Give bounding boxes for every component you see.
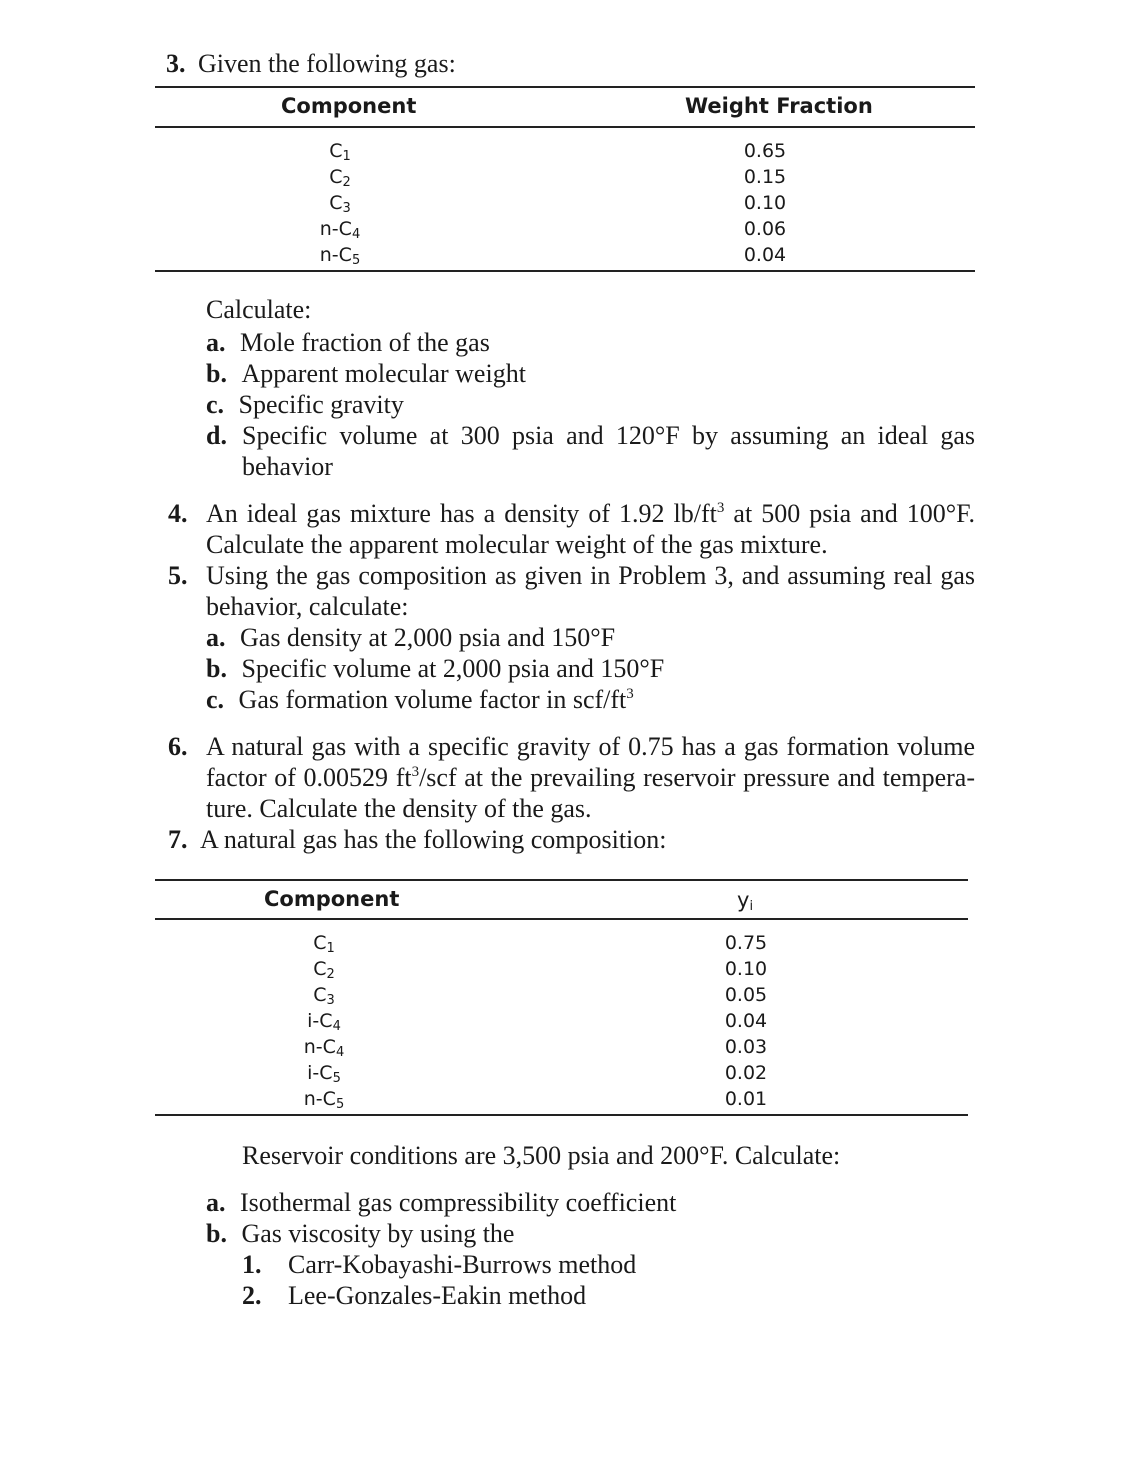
table-row: $n-C_5$ [319, 244, 361, 268]
list-item: c. Specific gravity [206, 390, 404, 419]
table-top-rule [155, 86, 975, 88]
problem-3-heading [166, 48, 456, 79]
yi-column [706, 930, 786, 1112]
column-header-component: Component [281, 94, 417, 118]
table-bottom-rule [155, 270, 975, 272]
table-row: $C_3$ [313, 984, 335, 1008]
problem-number: 4. [168, 499, 188, 528]
problem-number: 6. [168, 732, 188, 761]
table-bottom-rule [155, 1114, 968, 1116]
table-cell-value: 0.04 [743, 244, 787, 266]
table-header-rule [155, 126, 975, 128]
table-cell-value: 0.02 [724, 1062, 768, 1084]
problem-number: 7. [168, 825, 188, 854]
list-item: a. Gas density at 2,000 psia and 150°F [206, 623, 616, 652]
calculate-label: Calculate: [206, 295, 312, 324]
table-cell-value: 0.01 [724, 1088, 768, 1110]
table-row: $n-C_4$ [319, 218, 361, 242]
table-row: $i-C_4$ [307, 1010, 341, 1034]
table-row: $n-C_5$ [303, 1088, 345, 1112]
list-item: a. Mole fraction of the gas [206, 328, 490, 357]
table-cell-value: 0.06 [743, 218, 787, 240]
list-item-text: behavior [242, 452, 333, 481]
table-cell-value: 0.15 [743, 166, 787, 188]
problem-5-line: behavior, calculate: [206, 592, 409, 621]
problem-number: 3. [166, 49, 186, 78]
table-row: $C_2$ [329, 166, 351, 190]
list-item: a. Isothermal gas compressibility coefficient [206, 1188, 677, 1217]
problem-intro: Given the following gas: [198, 49, 456, 78]
problem-5-line: Using the gas composition as given in Problem 3, and assuming real gas [206, 561, 975, 590]
component-column [284, 930, 364, 1112]
list-item: c. Gas formation volume factor in scf/$ft^3$ [206, 685, 634, 714]
problem-intro: A natural gas has the following composition: [200, 825, 667, 854]
problem-6-line: factor of 0.00529 $ft^3$/scf at the prevailing reservoir pressure and tempera- [206, 763, 975, 792]
table-row: $C_1$ [329, 140, 351, 164]
table-cell-value: 0.10 [743, 192, 787, 214]
list-item-label: d. [206, 421, 227, 450]
column-header-component: Component [264, 887, 400, 911]
table-row: $n-C_4$ [303, 1036, 345, 1060]
table-row: $i-C_5$ [307, 1062, 341, 1086]
table-top-rule [155, 879, 968, 881]
problem-6-line: ture. Calculate the density of the gas. [206, 794, 592, 823]
problem-4-line: An ideal gas mixture has a density of 1.92 $lb/ft^3$ at 500 psia and 100°F. [206, 499, 975, 528]
sub-list-item: 1. Carr-Kobayashi-Burrows method [242, 1250, 637, 1279]
table-row: $C_2$ [313, 958, 335, 982]
list-item: b. Gas viscosity by using the [206, 1219, 515, 1248]
sub-list-item: 2. Lee-Gonzales-Eakin method [242, 1281, 587, 1310]
table-cell-value: 0.10 [724, 958, 768, 980]
column-header-yi: $y_i$ [737, 888, 754, 914]
table-cell-value: 0.65 [743, 140, 787, 162]
problem-6-line: A natural gas with a specific gravity of 0.75 has a gas formation volume [206, 732, 975, 761]
list-item: b. Specific volume at 2,000 psia and 150°F [206, 654, 665, 683]
reservoir-conditions: Reservoir conditions are 3,500 psia and 200°F. Calculate: [242, 1141, 841, 1170]
table-row: $C_1$ [313, 932, 335, 956]
component-column [300, 138, 380, 268]
problem-4-line: Calculate the apparent molecular weight of the gas mixture. [206, 530, 828, 559]
table-row: $C_3$ [329, 192, 351, 216]
table-cell-value: 0.03 [724, 1036, 768, 1058]
list-item: b. Apparent molecular weight [206, 359, 526, 388]
problem-7-heading [168, 824, 667, 855]
table-header-rule [155, 918, 968, 920]
column-header-weight-fraction: Weight Fraction [685, 94, 873, 118]
problem-number: 5. [168, 561, 188, 590]
weight-fraction-column [725, 138, 805, 268]
list-item-text: Specific volume at 300 psia and 120°F by assuming an ideal gas [242, 421, 975, 450]
table-cell-value: 0.05 [724, 984, 768, 1006]
table-cell-value: 0.75 [724, 932, 768, 954]
table-cell-value: 0.04 [724, 1010, 768, 1032]
